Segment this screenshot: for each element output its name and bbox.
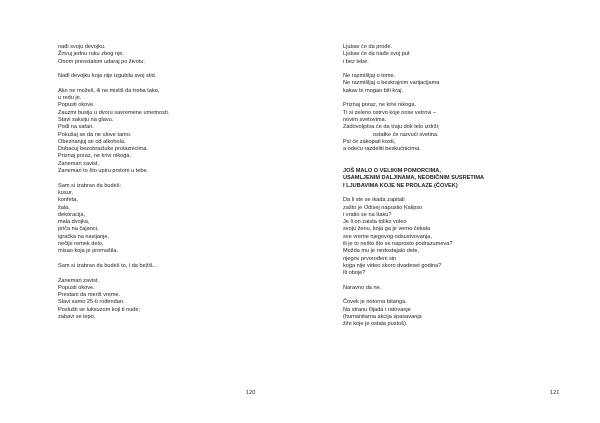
stanza-break (58, 80, 258, 87)
poem-line: kakav bi mogao biti kraj. (343, 87, 404, 94)
poem-line: priča na čajanci, (58, 226, 99, 233)
poem-line: Ti si zeleno ostrvo koje nose vetrovi – (343, 109, 437, 116)
stanza-break (343, 95, 553, 102)
stanza-break (343, 190, 553, 197)
poem-line: konfeta, (58, 197, 78, 204)
poem-line: Zauzmi busiju u dvoru savremene umetnosti. (58, 109, 170, 116)
poem-heading-line: I LJUBAVIMA KOJE NE PROLAZE (ČOVEK) (343, 182, 458, 189)
poem-line: Psi će zakopati kosti, (343, 138, 396, 145)
right-page-text (343, 44, 553, 329)
poem-line: njegov prvorođeni sin (343, 255, 397, 262)
poem-line: Na stranu Ilijada i ratovanje (343, 306, 411, 313)
poem-line: Naravno da ne. (343, 284, 382, 291)
poem-line: Zadovoljstva će da traju dok telo izdrži; (343, 124, 440, 131)
stanza-break (58, 66, 258, 73)
poem-line: Pođi na safari. (58, 124, 94, 131)
poem-line: Popusti okove. (58, 102, 95, 109)
poem-line: Popusti okove. (58, 284, 95, 291)
poem-line: sve vreme njegovog odsustvovanja, (343, 233, 432, 240)
poem-line: Nađi devojku koja nije izgubila svoj stid. (58, 73, 157, 80)
stanza-break (58, 256, 258, 263)
poem-line: Priznaj poraz, ne krivi nikoga. (343, 102, 417, 109)
poem-line: mala dvojka, (58, 219, 90, 226)
poem-heading-line: USAMLJENIM DALJINAMA, NEOBIČNIM SUSRETIMA (343, 175, 485, 182)
poem-line: Onom preostalom udaraj po životu. (58, 58, 146, 65)
poem-line: ostatke će razvući svetina. (373, 131, 439, 138)
right-page-number: 121 (550, 390, 560, 396)
poem-line: Zanemari zavist. (58, 160, 100, 167)
poem-line: Slavi samo 25-ti rođendan. (58, 299, 125, 306)
poem-line: svoju ženu, koja ga je verno čekala (343, 226, 431, 233)
poem-line: u redu je. (58, 95, 82, 102)
poem-line: koga nije video skoro dvadeset godina? (343, 262, 442, 269)
poem-line: žže koje je ostala pustoš). (343, 321, 408, 328)
left-page-number: 120 (246, 390, 256, 396)
poem-line: Zanemari zavist. (58, 277, 100, 284)
poem-line: misao koja je promašila. (58, 248, 119, 255)
poem-line: zabavi se lepo. (58, 313, 96, 320)
poem-line: zašto je Odisej napustio Kalipso (343, 204, 423, 211)
poem-line: Ljubav će da nađe svoj put (343, 51, 410, 58)
poem-line: ili je to nešto što se naprosto podrazumeva? (343, 241, 453, 248)
poem-line: nađi svoju devojku. (58, 44, 106, 50)
poem-line: Ljubav će da prođe. (343, 44, 393, 50)
stanza-break (58, 270, 258, 277)
stanza-break (343, 66, 553, 73)
poem-line: Sam si izabrao da budeš: (58, 182, 122, 189)
poem-line: i bez tebe. (343, 58, 369, 65)
poem-line: Priznaj poraz, ne krivi nikoga. (58, 153, 132, 160)
poem-line: (humanitarna akcija spasavanja (343, 313, 422, 320)
poem-line: Stavi saksiju na glavu. (58, 116, 114, 123)
poem-line: Pokušaj se da ne ulove tamo. (58, 131, 132, 138)
poem-line: Dobacuj bezobrazluke prolaznicima. (58, 146, 148, 153)
poem-line: Možda mu je nedostajalo dete, (343, 248, 420, 255)
poem-line: kusur, (58, 189, 73, 196)
stanza-break (58, 175, 258, 182)
poem-line: dekoracija, (58, 211, 86, 218)
poem-line: novim svetovima. (343, 116, 387, 123)
poem-line: šala, (58, 204, 70, 211)
poem-line: Ne razmišljaj o tome. (343, 73, 396, 80)
stanza-break (343, 161, 553, 168)
left-page-text (58, 44, 258, 321)
poem-line: Ili oboje? (343, 270, 366, 277)
poem-line: nečije remek delo, (58, 241, 104, 248)
poem-line: a odeću razdeliti beskućnicima. (343, 146, 421, 153)
right-page (300, 0, 600, 423)
stanza-break (343, 153, 553, 160)
poem-line: Prestani da meriš vreme. (58, 292, 121, 299)
poem-line: Da li ste se ikada zapitali (343, 197, 405, 204)
poem-line: Čovek je notorna bitanga. (343, 299, 407, 306)
poem-line: Poslušti se luksuzom koji ti nude; (58, 306, 141, 313)
poem-line: Sam si izabrao da budeš to, i da bežiš... (58, 262, 158, 269)
poem-line: i vratio se na Itaku? (343, 211, 392, 218)
poem-line: igračka na navijanje, (58, 233, 109, 240)
poem-line: Žrtvuj jednu ruku zbog nje. (58, 51, 124, 58)
poem-heading-line: JOŠ MALO O VELIKIM POMORCIMA, (343, 168, 441, 175)
poem-line: Ako ne možeš, ili ne misliš da treba tako, (58, 87, 160, 94)
poem-line: Obeznanjuj se od alkohola. (58, 138, 126, 145)
stanza-break (343, 278, 553, 285)
poem-line: Zanemari to što upiru prstom u tebe. (58, 168, 149, 175)
poem-line: Je li on zaista toliko voleo (343, 219, 407, 226)
poem-line: Ne razmišljaj u beskrajnim varijacijama (343, 80, 440, 87)
